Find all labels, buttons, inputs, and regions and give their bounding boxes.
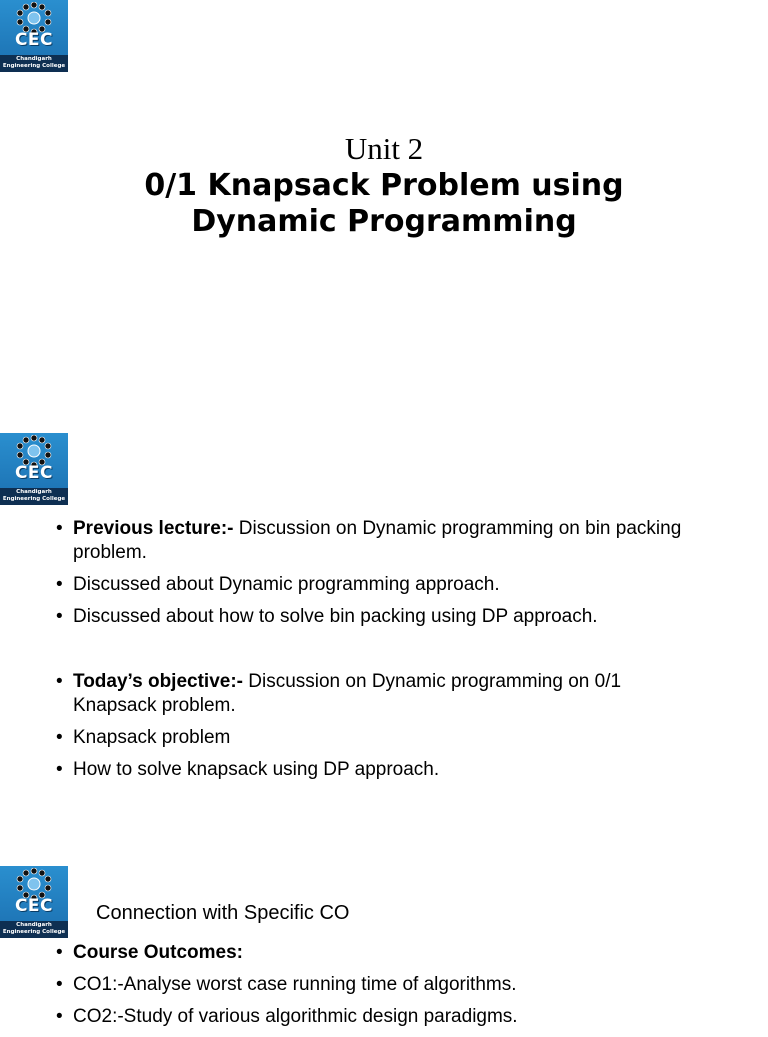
previous-lecture-list (56, 517, 696, 637)
objective-list (56, 670, 696, 790)
list-item: • CO2:-Study of various algorithmic design paradigms. (56, 1005, 696, 1029)
logo-text: CEC (14, 30, 54, 50)
cec-logo (0, 866, 68, 938)
list-item: • How to solve knapsack using DP approach. (56, 758, 696, 782)
logo-text: CEC (14, 896, 54, 916)
title-line-2: Dynamic Programming (191, 204, 577, 239)
logo-caption: Chandigarh Engineering College (0, 921, 68, 938)
cec-logo (0, 433, 68, 505)
co-heading: Connection with Specific CO (96, 902, 350, 924)
list-item: • Discussed about how to solve bin packing using DP approach. (56, 605, 696, 629)
list-item: • Knapsack problem (56, 726, 696, 750)
logo-text: CEC (14, 463, 54, 483)
objective-label: Today’s objective:- (73, 671, 243, 692)
slide-title (0, 168, 768, 240)
list-item: • Previous lecture:- Discussion on Dynamic programming on bin packing problem. (56, 517, 696, 565)
unit-label: Unit 2 (344, 131, 424, 166)
previous-lecture-label: Previous lecture:- (73, 518, 234, 539)
cec-logo (0, 0, 68, 72)
list-item (56, 941, 696, 965)
list-item: • CO1:-Analyse worst case running time of algorithms. (56, 973, 696, 997)
title-line-1: 0/1 Knapsack Problem using (144, 168, 624, 203)
list-item: • Discussed about Dynamic programming approach. (56, 573, 696, 597)
logo-caption: Chandigarh Engineering College (0, 55, 68, 72)
logo-caption: Chandigarh Engineering College (0, 488, 68, 505)
list-item: • Today’s objective:- Discussion on Dynamic programming on 0/1 Knapsack problem. (56, 670, 696, 718)
course-outcomes-label: Course Outcomes: (73, 942, 243, 963)
course-outcomes-list (56, 941, 696, 1037)
